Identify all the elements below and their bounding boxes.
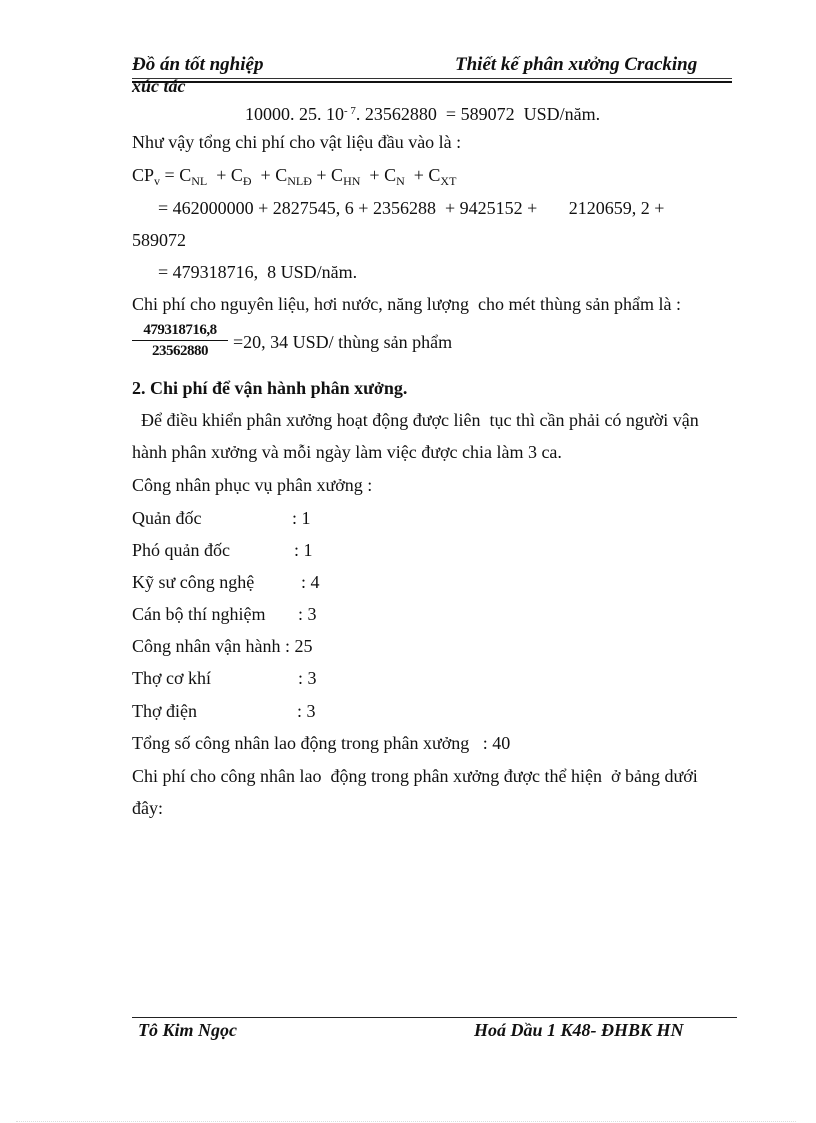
per-barrel-intro: Chi phí cho nguyên liệu, hơi nước, năng lượng cho mét thùng sản phẩm là :: [132, 294, 681, 314]
term-symbol: C: [275, 165, 288, 185]
staff-role: Phó quản đốc: [132, 540, 230, 560]
formula-lhs-sub: v: [154, 174, 161, 188]
staff-intro: Công nhân phục vụ phân xưởng :: [132, 475, 373, 495]
term-sub: XT: [440, 174, 457, 188]
fraction: [132, 322, 228, 360]
fraction-result: =20, 34 USD/ thùng sản phẩm: [233, 332, 453, 352]
term-sub: NLĐ: [287, 174, 312, 188]
total-result: = 479318716, 8 USD/năm.: [158, 262, 358, 282]
staff-count: : 1: [294, 540, 313, 560]
closing-line-1: Chi phí cho công nhân lao động trong phân xưởng được thể hiện ở bảng dưới: [132, 766, 698, 786]
term-sub: NL: [191, 174, 208, 188]
staff-row: [132, 571, 320, 593]
staff-row: [132, 635, 313, 657]
staff-role: Kỹ sư công nghệ: [132, 572, 255, 592]
sum-line-continuation: 589072: [132, 230, 186, 250]
staff-count: : 4: [301, 572, 320, 592]
header-rule-thick: [132, 81, 732, 83]
staff-count: : 3: [297, 701, 316, 721]
staff-role: Thợ cơ khí: [132, 668, 212, 688]
total-staff-count: : 40: [482, 733, 511, 753]
catalyst-expr-a: 10000. 25. 10: [245, 104, 344, 124]
term-sub: HN: [343, 174, 361, 188]
staff-row: [132, 507, 311, 529]
sum-line: = 462000000 + 2827545, 6 + 2356288 + 9425152 + 2120659, 2 +: [158, 198, 665, 218]
staff-count: : 3: [298, 668, 317, 688]
staff-row: [132, 700, 316, 722]
staff-role: Quản đốc: [132, 508, 202, 528]
catalyst-cost-line: [245, 100, 600, 125]
footer-class: Hoá Dầu 1 K48- ĐHBK HN: [474, 1020, 684, 1040]
staff-count: : 3: [298, 604, 317, 624]
staff-count: : 1: [292, 508, 311, 528]
fraction-denominator: 23562880: [152, 343, 208, 359]
staff-role: Thợ điện: [132, 701, 198, 721]
total-staff: [132, 732, 510, 754]
term-symbol: C: [428, 165, 441, 185]
section-title: 2. Chi phí để vận hành phân xưởng.: [132, 378, 408, 398]
staff-row: [132, 603, 317, 625]
header-rule-thin: [132, 78, 732, 79]
cost-formula: $CP_v = C_{NL} + C_Đ + C_{NLĐ} + C_{HN} + C_N + C_{XT}$: [132, 165, 457, 188]
catalyst-expr-b: . 23562880 = 589072 USD/năm.: [355, 104, 601, 124]
paragraph-line-1: Để điều khiển phân xưởng hoạt động được liên tục thì cần phải có người vận: [132, 410, 699, 430]
total-staff-label: Tổng số công nhân lao động trong phân xưởng: [132, 733, 470, 753]
term-symbol: C: [331, 165, 344, 185]
header-right-title: Thiết kế phân xưởng Cracking: [455, 54, 698, 75]
staff-role: Cán bộ thí nghiệm: [132, 604, 266, 624]
term-sub: N: [396, 174, 405, 188]
paragraph-line-2: hành phân xưởng và mỗi ngày làm việc được chia làm 3 ca.: [132, 442, 562, 462]
staff-row: [132, 539, 313, 561]
fraction-numerator: 479318716,8: [132, 322, 228, 341]
term-sub: Đ: [242, 174, 252, 188]
term-symbol: C: [179, 165, 192, 185]
formula-lhs: CP: [132, 165, 155, 185]
staff-row: [132, 667, 317, 689]
total-intro: Như vậy tổng chi phí cho vật liệu đầu vào là :: [132, 132, 462, 152]
staff-count: : 25: [284, 636, 313, 656]
closing-line-2: đây:: [132, 798, 163, 818]
header-left-title: Đồ án tốt nghiệp: [132, 54, 264, 75]
term-symbol: C: [230, 165, 243, 185]
footer-rule: [132, 1017, 737, 1018]
catalyst-exponent: - 7: [344, 105, 356, 117]
footer-author: Tô Kim Ngọc: [138, 1020, 237, 1040]
page-bottom-edge: [16, 1121, 796, 1122]
term-symbol: C: [384, 165, 397, 185]
header-title-continuation: xúc tác: [132, 76, 186, 96]
staff-role: Công nhân vận hành: [132, 636, 281, 656]
